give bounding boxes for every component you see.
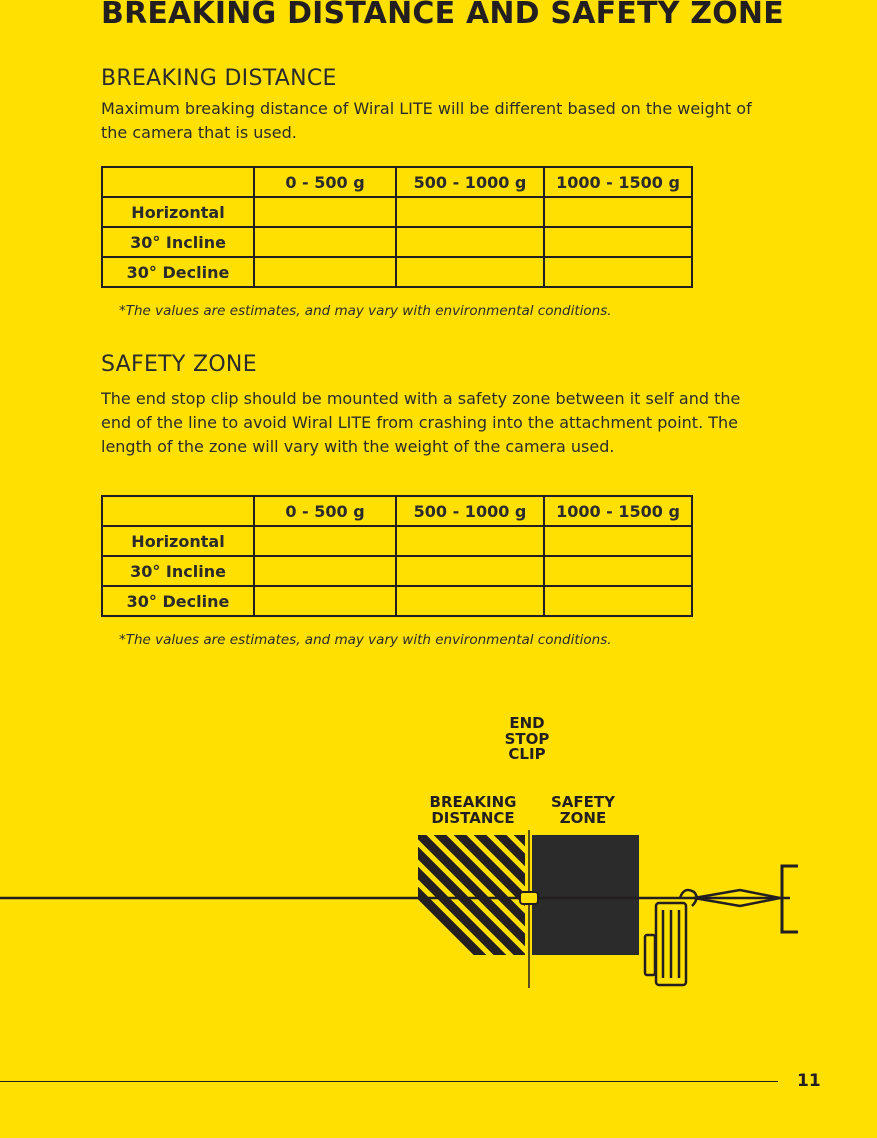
breaking-distance-heading: BREAKING DISTANCE — [101, 66, 337, 91]
table-cell — [396, 556, 544, 586]
table-cell — [396, 257, 544, 287]
breaking-distance-text: Maximum breaking distance of Wiral LITE will be different based on the weight of the camera that is used. — [101, 99, 752, 142]
table-cell — [396, 227, 544, 257]
breaking-distance-label: BREAKING DISTANCE — [429, 793, 517, 827]
row-label: Horizontal — [102, 526, 254, 556]
page-title: BREAKING DISTANCE AND SAFETY ZONE — [101, 0, 784, 31]
safety-zone-label: SAFETY ZONE — [551, 793, 615, 827]
table-cell — [544, 257, 692, 287]
table-cell — [544, 526, 692, 556]
table-cell — [254, 257, 396, 287]
table-cell — [396, 586, 544, 616]
table-row — [102, 197, 692, 227]
table-cell — [544, 556, 692, 586]
table-row — [102, 556, 692, 586]
end-stop-clip-label: END STOP CLIP — [504, 714, 550, 763]
table-header-cell: 1000 - 1500 g — [544, 167, 692, 197]
safety-zone-text: The end stop clip should be mounted with a safety zone between it self and the end of the line to avoid Wiral LITE from crashing into the attachment point. The length of the zone will vary with the weight of the camera used. — [101, 389, 741, 456]
safety-zone-block — [532, 835, 639, 955]
table-row — [102, 526, 692, 556]
table-row — [102, 227, 692, 257]
table-header-cell — [102, 167, 254, 197]
table-cell — [254, 197, 396, 227]
breaking-distance-zone — [260, 830, 720, 995]
row-label: 30° Incline — [102, 227, 254, 257]
safety-zone-heading: SAFETY ZONE — [101, 352, 257, 377]
table-header-cell: 0 - 500 g — [254, 496, 396, 526]
table-header-cell: 0 - 500 g — [254, 167, 396, 197]
wiral-device-icon — [645, 890, 780, 985]
row-label: 30° Decline — [102, 257, 254, 287]
table-header-row — [102, 167, 692, 197]
table-cell — [396, 197, 544, 227]
page-number: 11 — [797, 1071, 821, 1091]
table-cell — [254, 586, 396, 616]
safety-zone-note: *The values are estimates, and may vary with environmental conditions. — [119, 632, 612, 648]
table-cell — [254, 526, 396, 556]
table-header-cell: 500 - 1000 g — [396, 167, 544, 197]
table-header-cell: 500 - 1000 g — [396, 496, 544, 526]
table-cell — [544, 586, 692, 616]
table-cell — [254, 556, 396, 586]
row-label: 30° Incline — [102, 556, 254, 586]
table-row — [102, 257, 692, 287]
end-stop-clip-icon — [520, 892, 538, 904]
breaking-distance-table — [101, 166, 693, 288]
table-cell — [254, 227, 396, 257]
safety-zone-table — [101, 495, 693, 617]
breaking-distance-diagram — [0, 830, 877, 1000]
row-label: 30° Decline — [102, 586, 254, 616]
table-header-row — [102, 496, 692, 526]
breaking-distance-note: *The values are estimates, and may vary with environmental conditions. — [119, 303, 612, 319]
footer-divider — [0, 1081, 778, 1082]
table-row — [102, 586, 692, 616]
table-cell — [544, 197, 692, 227]
table-header-cell — [102, 496, 254, 526]
row-label: Horizontal — [102, 197, 254, 227]
table-cell — [544, 227, 692, 257]
table-header-cell: 1000 - 1500 g — [544, 496, 692, 526]
table-cell — [396, 526, 544, 556]
